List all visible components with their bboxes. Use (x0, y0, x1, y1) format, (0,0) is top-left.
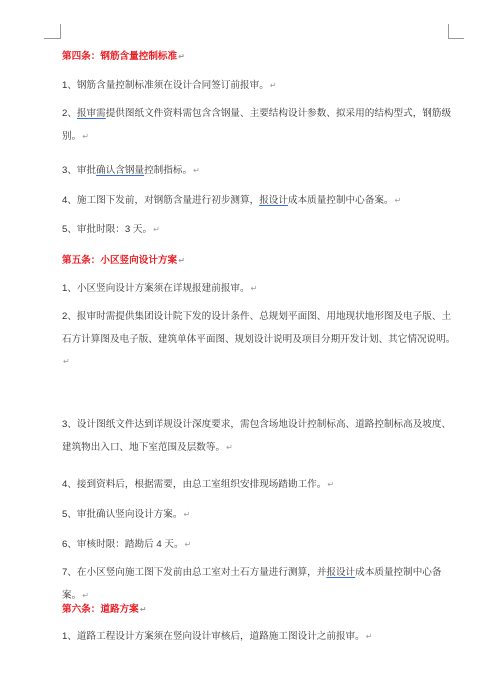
paragraph-text: 5、审批确认竖向设计方案。 (62, 509, 183, 520)
paragraph-text: 成本质量控制中心备案。 (62, 567, 442, 601)
paragraph-text: 5、审批时限：3 天。 (62, 224, 153, 235)
section-heading (62, 603, 146, 617)
paragraph-mark: ↵ (269, 81, 277, 90)
paragraph-text: 1、钢筋含量控制标准须在设计合同签订前报审。 (62, 80, 269, 91)
section-heading (62, 50, 185, 64)
paragraph (62, 414, 458, 459)
paragraph (62, 504, 190, 527)
paragraph-text: 1、小区竖向设计方案须在详规报建前报审。 (62, 283, 250, 294)
paragraph-text: 成本质量控制中心备案。 (288, 195, 394, 206)
paragraph-text: 提供图纸文件资料需包含含钢量、主要结构设计参数、拟采用的结构型式，钢筋级别。 (62, 108, 452, 142)
paragraph-mark: ↵ (183, 510, 191, 519)
paragraph-text: 2、报审时需提供集团设计院下发的设计条件、总规划平面图、用地现状地形图及电子版、土石方计算图及电子版、建筑单体平面图、规划设计说明及项目分期开发计划、其它情况说明。 (62, 311, 456, 345)
paragraph-mark: ↵ (250, 284, 258, 293)
paragraph-mark: ↵ (394, 196, 402, 205)
paragraph-mark: ↵ (184, 540, 192, 549)
paragraph-text: 7、在小区竖向施工图下发前由总工室对土石方量进行测算，并 (62, 567, 327, 578)
paragraph-mark: ↵ (82, 131, 89, 141)
paragraph (62, 103, 458, 148)
paragraph (62, 190, 401, 213)
section-heading-text: 第四条：钢筋含量控制标准 (62, 51, 178, 62)
paragraph (62, 219, 160, 242)
paragraph-mark: ↵ (63, 357, 70, 366)
paragraph-mark: ↵ (193, 166, 200, 175)
paragraph-text: 4、接到资料后，根据需要，由总工室组织安排现场踏勘工作。 (62, 479, 327, 490)
paragraph (62, 626, 372, 649)
underlined-text: 报设计 (326, 567, 356, 578)
paragraph-text: 3、设计图纸文件达到详规设计深度要求，需包含场地设计控制标高、道路控制标高及坡度、建筑物出入口、地下室范围及层数等。 (62, 419, 452, 453)
paragraph (62, 306, 458, 374)
paragraph (62, 278, 257, 301)
paragraph (62, 75, 277, 98)
paragraph-mark: ↵ (82, 590, 89, 600)
section-heading (62, 254, 185, 268)
paragraph (62, 534, 191, 557)
section-heading-text: 第六条：道路方案 (62, 604, 139, 615)
paragraph-mark: ↵ (153, 225, 160, 234)
paragraph-text: 控制指标。 (144, 165, 193, 176)
crop-mark-top-left-horizontal (44, 38, 60, 39)
section-heading-text: 第五条：小区竖向设计方案 (62, 255, 178, 266)
paragraph-mark: ↵ (139, 605, 147, 614)
paragraph-mark: ↵ (178, 52, 185, 61)
paragraph (62, 160, 200, 183)
paragraph-text: 4、施工图下发前，对钢筋含量进行初步测算， (62, 195, 260, 206)
paragraph-mark: ↵ (365, 632, 373, 641)
crop-mark-top-left-vertical (60, 24, 61, 39)
paragraph-text: 2、 (62, 108, 77, 119)
paragraph-text: 6、审核时限：踏勘后 4 天。 (62, 539, 184, 550)
underlined-text: 报审需 (76, 108, 106, 119)
underlined-text: 报设计 (259, 195, 288, 206)
paragraph-text: 1、道路工程设计方案须在竖向设计审核后，道路施工图设计之前报审。 (62, 631, 365, 642)
paragraph (62, 474, 334, 497)
crop-mark-top-right-vertical (448, 24, 449, 39)
paragraph-text: 3、审批 (62, 165, 97, 176)
paragraph (62, 562, 458, 607)
paragraph-mark: ↵ (178, 256, 185, 265)
paragraph-mark: ↵ (226, 442, 233, 452)
crop-mark-top-right-horizontal (448, 38, 464, 39)
underlined-text: 确认含钢量 (96, 165, 145, 176)
paragraph-mark: ↵ (327, 480, 335, 489)
